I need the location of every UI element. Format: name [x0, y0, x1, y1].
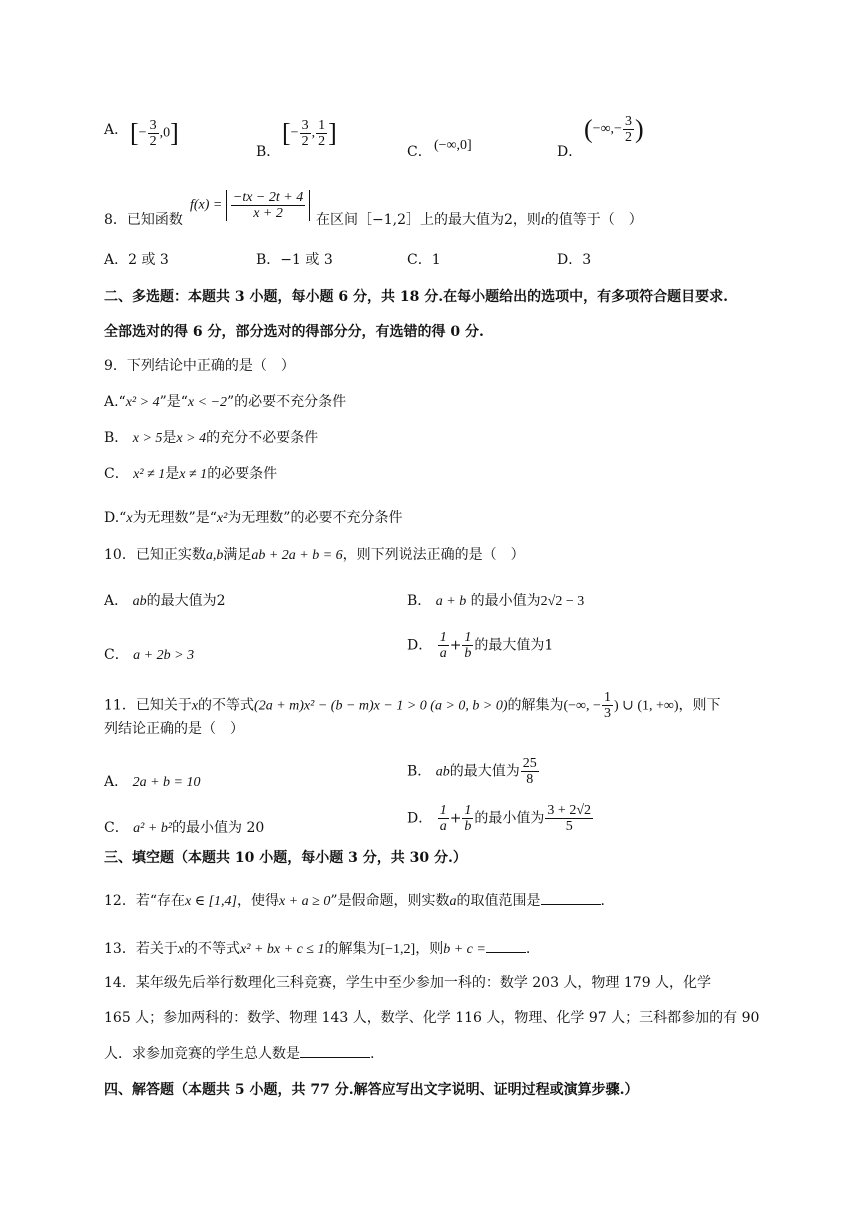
q9-option-d: D.“x为无理数”是“x²为无理数”的必要不充分条件	[104, 510, 403, 526]
q10-option-b: B． a + b 的最小值为2√2 − 3	[407, 593, 585, 609]
q8-option-d: D．3	[557, 252, 592, 268]
q7-option-c-expr: (−∞,0]	[434, 138, 472, 153]
q10-option-d: D． $\frac{1}{a}$ + $\frac{1}{b}$ 的最大值为1	[407, 630, 554, 661]
q11-option-d: D． $\frac{1}{a}$ + $\frac{1}{b}$ 的最小值为 $\frac{3 + 2√2}{5}$	[407, 803, 592, 834]
q9-option-c: C． x² ≠ 1是x ≠ 1的必要条件	[104, 466, 278, 482]
q9-stem: 9．下列结论中正确的是（ ）	[104, 358, 295, 374]
q7-option-a: A．	[104, 122, 129, 138]
q8-function: f(x) = $\frac{-tx - 2t + 4}{x + 2}$	[190, 190, 310, 221]
section3-heading: 三、填空题（本题共 10 小题，每小题 3 分，共 30 分.）	[104, 850, 467, 866]
q9-option-b: B． x > 5是x > 4的充分不必要条件	[104, 430, 319, 446]
q13-answer-blank[interactable]	[486, 938, 526, 953]
q11-option-c: C． a² + b²的最小值为 20	[104, 820, 265, 836]
q11-option-b: B． ab的最大值为 $\frac{25}{8}$	[407, 756, 537, 787]
q8-option-c: C．1	[407, 252, 441, 268]
q11-option-a: A． 2a + b = 10	[104, 774, 201, 790]
q7-option-a-expr: [− $\frac{3}{2}$ ,0]	[130, 118, 179, 149]
q10-option-a: A． ab的最大值为2	[104, 593, 226, 609]
q8-option-a: A．2 或 3	[104, 252, 169, 268]
q11-stem-line2: 列结论正确的是（ ）	[104, 721, 244, 737]
section4-heading: 四、解答题（本题共 5 小题，共 77 分.解答应写出文字说明、证明过程或演算步骤.）	[104, 1082, 639, 1098]
q9-option-a: A.“x² > 4”是“x < −2”的必要不充分条件	[104, 394, 347, 410]
q13: 13．若关于x的不等式x² + bx + c ≤ 1的解集为[−1,2]，则b + c = .	[104, 938, 530, 960]
q7-option-d-expr: (−∞,− $\frac{3}{2}$ )	[584, 114, 644, 145]
q12-answer-blank[interactable]	[541, 890, 601, 905]
q7-option-b: B．	[256, 144, 281, 160]
q7-option-d: D．	[557, 144, 583, 160]
q8-option-b: B．−1 或 3	[256, 252, 333, 268]
q14-line3: 人．求参加竞赛的学生总人数是 .	[104, 1043, 374, 1064]
q14-line1: 14．某年级先后举行数理化三科竞赛，学生中至少参加一科的：数学 203 人，物理 179 人，化学	[104, 975, 712, 991]
q10-stem: 10．已知正实数a,b满足ab + 2a + b = 6，则下列说法正确的是（ ）	[104, 547, 525, 563]
q8-mid: 在区间［−1,2］上的最大值为2，则t的值等于（ ）	[316, 212, 643, 228]
q10-option-c: C． a + 2b > 3	[104, 647, 195, 663]
q11-stem: 11．已知关于x的不等式(2a + m)x² − (b − m)x − 1 > 0 (a > 0, b > 0)的解集为(−∞, − $\frac{1}{3}$ ) ∪ (1, +∞)，则下	[104, 690, 721, 721]
q7-option-c: C．	[407, 144, 432, 160]
section2-heading-line2: 全部选对的得 6 分，部分选对的得部分分，有选错的得 0 分.	[104, 324, 484, 340]
q14-answer-blank[interactable]	[300, 1043, 370, 1058]
q7-option-b-expr: [− $\frac{3}{2}$ , $\frac{1}{2}$ ]	[282, 118, 337, 149]
q8-prefix: 8．已知函数	[104, 212, 183, 228]
section2-heading: 二、多选题：本题共 3 小题，每小题 6 分，共 18 分.在每小题给出的选项中，有多项符合题目要求.	[104, 289, 728, 305]
q12: 12．若“存在x ∈ [1,4]，使得x + a ≥ 0”是假命题，则实数a的取值范围是 .	[104, 890, 605, 912]
q14-line2: 165 人；参加两科的：数学、物理 143 人，数学、化学 116 人，物理、化学 97 人；三科都参加的有 90	[104, 1010, 760, 1026]
